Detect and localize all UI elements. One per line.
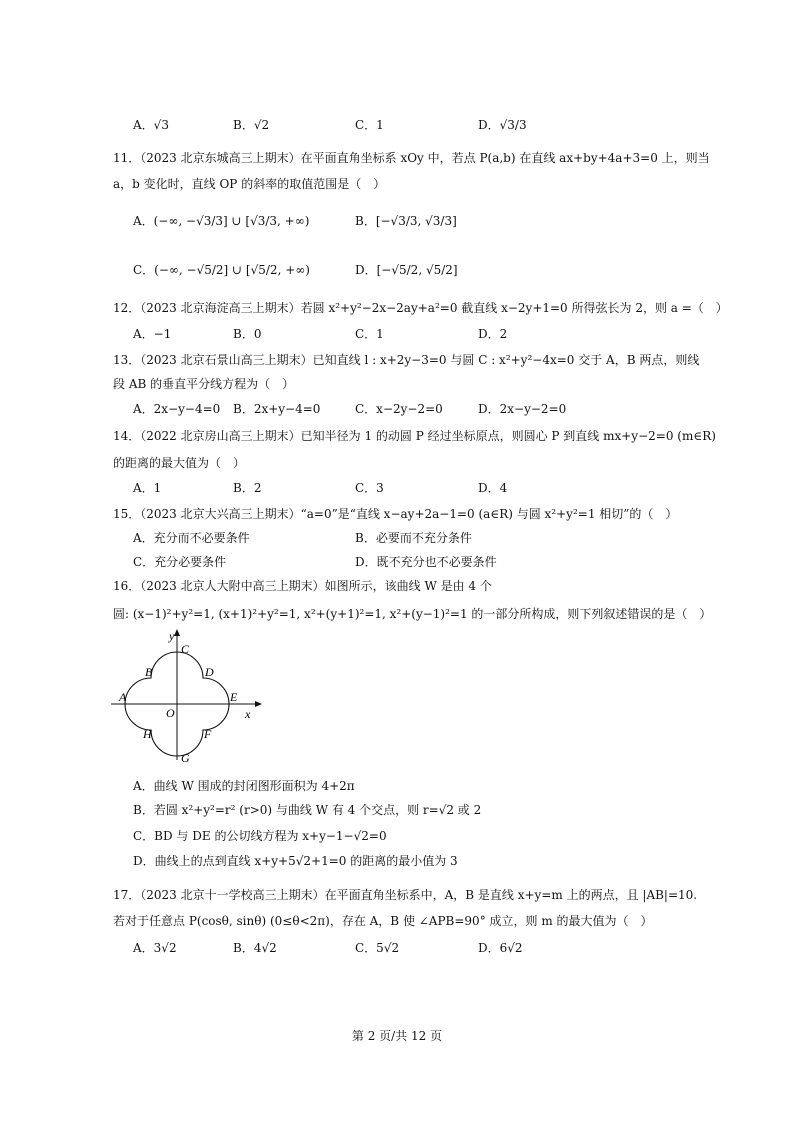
q11-option-a: A．(−∞, −√3/3] ∪ [√3/3, +∞) <box>133 214 310 228</box>
q10-option-b: B．√2 <box>233 118 270 132</box>
q17-option-d: D．6√2 <box>478 941 523 955</box>
q14-option-b: B．2 <box>233 481 262 495</box>
q13-option-c: C．x−2y−2=0 <box>355 402 443 416</box>
q12-option-a: A．−1 <box>133 327 172 341</box>
label-o: O <box>166 706 175 720</box>
q17-stem-line2: 若对于任意点 P(cosθ, sinθ) (0≤θ<2π)，存在 A，B 使 ∠APB=90° 成立，则 m 的最大值为（ ） <box>113 914 653 928</box>
q12-stem: 12．（2023 北京海淀高三上期末）若圆 x²+y²−2x−2ay+a²=0 截直线 x−2y+1=0 所得弦长为 2，则 a =（ ） <box>113 301 728 315</box>
q10-option-c: C．1 <box>355 118 384 132</box>
label-f: F <box>204 727 212 741</box>
q12-option-d: D．2 <box>478 327 508 341</box>
label-a: A <box>119 690 127 704</box>
label-x: x <box>245 707 251 721</box>
q16-option-d: D．曲线上的点到直线 x+y+5√2+1=0 的距离的最小值为 3 <box>133 854 458 868</box>
q17-option-c: C．5√2 <box>355 941 400 955</box>
q14-stem-line2: 的距离的最大值为（ ） <box>113 456 246 470</box>
label-e: E <box>230 690 238 704</box>
q13-option-b: B．2x+y−4=0 <box>233 402 321 416</box>
q16-option-b: B．若圆 x²+y²=r² (r>0) 与曲线 W 有 4 个交点，则 r=√2 或 2 <box>133 803 482 817</box>
q17-option-b: B．4√2 <box>233 941 277 955</box>
q17-option-a: A．3√2 <box>133 941 177 955</box>
label-y: y <box>169 629 175 643</box>
q14-stem-line1: 14．（2022 北京房山高三上期末）已知半径为 1 的动圆 P 经过坐标原点，则圆心 P 到直线 mx+y−2=0 (m∈R) <box>113 429 716 443</box>
label-d: D <box>205 665 214 679</box>
label-c: C <box>181 642 190 656</box>
q16-stem-line2: 圆: (x−1)²+y²=1, (x+1)²+y²=1, x²+(y+1)²=1, x²+(y−1)²=1 的一部分所构成，则下列叙述错误的是（ ） <box>113 607 712 621</box>
label-g: G <box>181 751 190 765</box>
q14-option-c: C．3 <box>355 481 384 495</box>
q16-stem-line1: 16．（2023 北京人大附中高三上期末）如图所示，该曲线 W 是由 4 个 <box>113 579 492 593</box>
q17-stem-line1: 17．（2023 北京十一学校高三上期末）在平面直角坐标系中，A，B 是直线 x+y=m 上的两点，且 |AB|=10. <box>113 888 698 902</box>
q11-option-c: C．(−∞, −√5/2] ∪ [√5/2, +∞) <box>133 263 310 277</box>
q14-option-d: D．4 <box>478 481 508 495</box>
q13-option-d: D．2x−y−2=0 <box>478 402 567 416</box>
q12-option-c: C．1 <box>355 327 384 341</box>
y-axis-arrow-icon <box>174 629 180 636</box>
q15-option-c: C．充分必要条件 <box>133 555 227 569</box>
q11-option-d: D．[−√5/2, √5/2] <box>355 263 458 277</box>
q10-option-a: A．√3 <box>133 118 169 132</box>
q16-curve-figure <box>105 628 265 768</box>
q13-stem-line1: 13．（2023 北京石景山高三上期末）已知直线 l : x+2y−3=0 与圆 C : x²+y²−4x=0 交于 A，B 两点，则线 <box>113 353 700 367</box>
q14-option-a: A．1 <box>133 481 162 495</box>
page-footer: 第 2 页/共 12 页 <box>351 1029 443 1043</box>
q11-stem-line1: 11．（2023 北京东城高三上期末）在平面直角坐标系 xOy 中，若点 P(a,b) 在直线 ax+by+4a+3=0 上，则当 <box>113 151 710 165</box>
q11-option-b: B．[−√3/3, √3/3] <box>355 214 457 228</box>
label-b: B <box>145 665 153 679</box>
q15-option-d: D．既不充分也不必要条件 <box>355 555 497 569</box>
q10-option-d: D．√3/3 <box>478 118 527 132</box>
q16-option-c: C．BD 与 DE 的公切线方程为 x+y−1−√2=0 <box>133 829 387 843</box>
q15-option-a: A．充分而不必要条件 <box>133 531 250 545</box>
q13-stem-line2: 段 AB 的垂直平分线方程为（ ） <box>113 377 295 391</box>
q13-option-a: A．2x−y−4=0 <box>133 402 221 416</box>
q16-option-a: A．曲线 W 围成的封闭图形面积为 4+2π <box>133 779 355 793</box>
x-axis-arrow-icon <box>255 701 262 707</box>
q12-option-b: B．0 <box>233 327 262 341</box>
q15-stem: 15．（2023 北京大兴高三上期末）“a=0”是“直线 x−ay+2a−1=0 (a∈R) 与圆 x²+y²=1 相切”的（ ） <box>113 507 678 521</box>
q15-option-b: B．必要而不充分条件 <box>355 531 472 545</box>
q11-stem-line2: a，b 变化时，直线 OP 的斜率的取值范围是（ ） <box>113 177 386 191</box>
label-h: H <box>143 727 152 741</box>
